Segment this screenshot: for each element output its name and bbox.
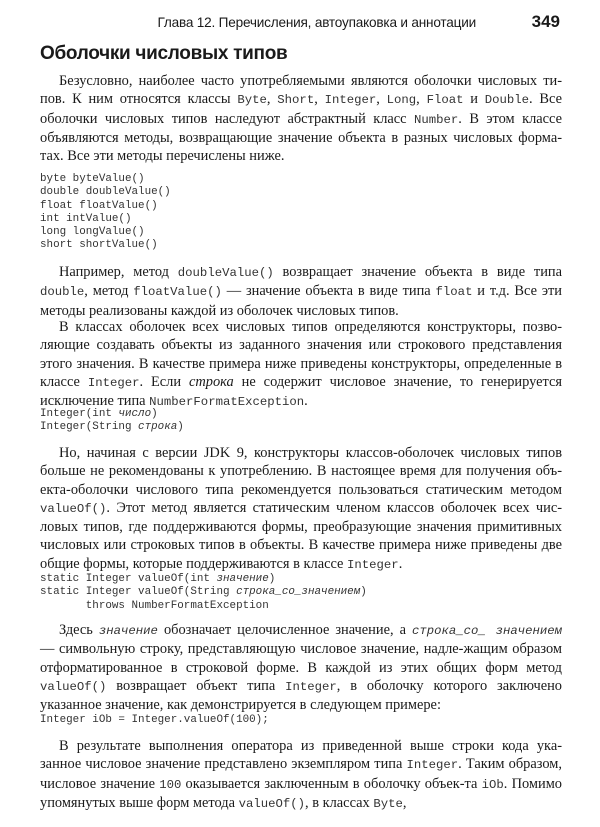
code-run: Integer(String (40, 421, 139, 434)
code-inline: NumberFormatException (149, 395, 305, 410)
code-inline: Double (484, 93, 530, 108)
code-param: строка_со_значением (236, 586, 361, 599)
code-run: static Integer valueOf(String (40, 586, 237, 599)
text-run: , (416, 91, 427, 108)
text-run: , (376, 91, 387, 108)
code-param: число (118, 408, 152, 420)
text-run: , (266, 91, 278, 108)
code-inline: Integer (285, 679, 337, 694)
code-run: ) (177, 421, 184, 434)
paragraph-2 (40, 263, 562, 320)
text-run: , (402, 794, 407, 811)
code-inline: Number (414, 112, 459, 127)
code-inline: iOb (481, 777, 504, 792)
paragraph-4 (40, 444, 562, 574)
text-run: возвращает значение объекта в виде типа (273, 264, 563, 280)
italic-code-term: строка_со_ значением (411, 624, 562, 638)
code-inline: float (435, 285, 473, 300)
code-line: double doubleValue() (40, 186, 171, 199)
code-line: int intValue() (40, 212, 132, 225)
code-param: значение (216, 573, 269, 585)
code-example-valueof: Integer iOb = Integer.valueOf(100); (40, 714, 269, 726)
code-inline: valueOf() (238, 796, 306, 811)
text-run: , в классах (305, 794, 374, 811)
code-param: строка (138, 421, 178, 434)
code-line (40, 421, 184, 434)
code-line (40, 586, 367, 599)
code-listing-valueof (40, 573, 367, 613)
text-run: . Если (139, 373, 189, 390)
text-run: . (398, 555, 403, 572)
text-run: . Таким образом, числовое значение (40, 756, 562, 792)
text-run: , в оболочку которого заключено указанное значение, как демонстрируется в следующем примере: (40, 677, 562, 714)
code-run: throws NumberFormatException (40, 599, 269, 612)
text-run: не содержит числовое значение, то генерируется исключение типа (40, 373, 563, 410)
code-inline: valueOf() (40, 501, 107, 516)
text-run: и т.д. Все эти методы реализованы каждой из оболочек числовых типов. (40, 283, 563, 319)
code-inline: Long (386, 93, 417, 108)
code-inline: 100 (159, 777, 182, 792)
code-inline: double (40, 285, 85, 300)
code-run: Integer(int (40, 408, 119, 420)
text-run: В классах оболочек всех числовых типов определяются конструкторы, позво-ляющие создавать объекты из заданного значения или строкового представления этого значения. В качестве примера ниже приведены конструкторы, определенные в классе (40, 319, 562, 390)
code-run: static Integer valueOf(int (40, 573, 217, 585)
code-inline: Integer (406, 758, 459, 773)
code-run: ) (268, 573, 276, 585)
code-line (40, 600, 367, 613)
code-run: ) (360, 586, 367, 599)
code-inline: Integer (87, 375, 140, 390)
section-title: Оболочки числовых типов (40, 43, 288, 64)
code-listing-constructors (40, 408, 184, 435)
paragraph-3 (40, 318, 562, 411)
text-run: . Помимо упомянутых выше форм метода (40, 775, 563, 811)
code-inline: Integer (347, 557, 399, 572)
code-inline: Byte (237, 93, 267, 108)
text-run: . (304, 393, 308, 410)
code-line: float floatValue() (40, 199, 158, 212)
text-run: . Этот метод является статическим членом классов оболочек всех чис-ловых типов, где поддерживаются формы, преобразующие значения примитивных числовых или строковых типов в объекты. В качестве примера ниже приведены две общие формы, которые поддерживаются в классе (40, 499, 562, 572)
paragraph-1 (40, 72, 562, 165)
paragraph-6 (40, 737, 562, 813)
code-inline: Float (426, 93, 464, 108)
text-run: Безусловно, наиболее часто употребляемыми являются оболочки числовых ти-пов. К ним относятся классы (40, 73, 562, 108)
code-listing-methods (40, 173, 171, 253)
text-run: В результате выполнения оператора из приведенной выше строки кода ука-занное числовое значение представлено экземпляром типа (40, 738, 562, 773)
code-line: long longValue() (40, 226, 145, 239)
code-inline: floatValue() (133, 285, 222, 300)
text-run: , метод (84, 283, 134, 300)
text-run: — символьную строку, представляющую числовое значение, надле-жащим образом отформатированное в строковой форме. В каждой из этих общих форм метод (40, 641, 562, 676)
text-run: . Все оболочки числовых типов наследуют абстрактный класс (40, 91, 562, 127)
text-run: возвращает объект типа (106, 677, 286, 694)
text-run: Например, метод (59, 264, 178, 280)
text-run: , (314, 91, 325, 108)
code-line: byte byteValue() (40, 173, 145, 185)
chapter-title: Глава 12. Перечисления, автоупаковка и аннотации (157, 15, 476, 30)
code-run: ) (151, 408, 158, 420)
italic-term: строка (189, 373, 234, 390)
code-inline: Byte (373, 796, 403, 811)
paragraph-5 (40, 621, 562, 714)
italic-code-term: значение (98, 624, 158, 638)
text-run: оказывается заключенным в оболочку объек-та (181, 775, 482, 792)
running-header (40, 11, 560, 35)
code-inline: doubleValue() (177, 266, 274, 280)
text-run: . В этом классе объявляются методы, возвращающие значение объекта в разных числовых форма-тах. Все эти методы перечислены ниже. (40, 110, 562, 165)
text-run: обозначает целочисленное значение, а (157, 622, 412, 638)
code-inline: Short (277, 93, 315, 108)
code-line (40, 408, 184, 421)
text-run: Но, начиная с версии JDK 9, конструкторы классов-оболочек числовых типов больше не рекомендованы к употреблению. В настоящее время для получения объ-екта-оболочки числового типа рекомендуется пользоваться статическим методом (40, 445, 562, 498)
code-inline: Integer (324, 93, 377, 108)
page-number: 349 (531, 12, 560, 31)
text-run: и (463, 91, 485, 108)
code-inline: valueOf() (40, 679, 107, 694)
code-line: short shortValue() (40, 239, 158, 252)
text-run: — значение объекта в виде типа (221, 283, 436, 300)
text-run: Здесь (59, 622, 99, 638)
code-line (40, 573, 367, 586)
